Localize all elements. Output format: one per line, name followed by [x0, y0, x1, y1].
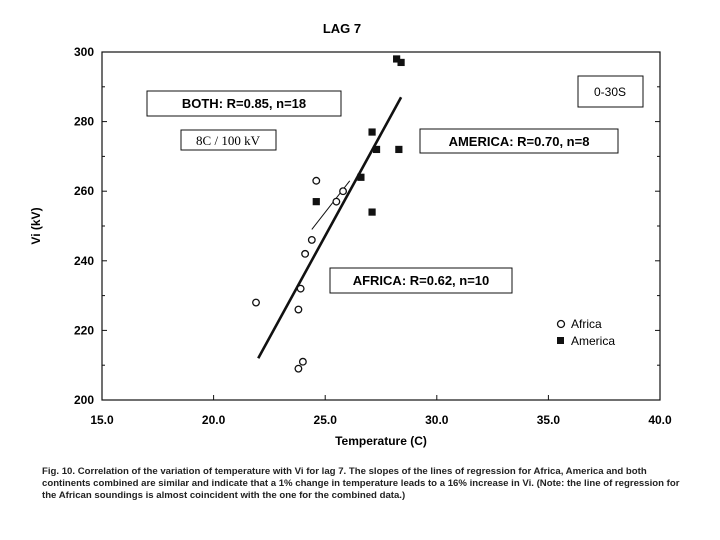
america-annotation: AMERICA: R=0.70, n=8: [448, 134, 590, 149]
africa-point: [309, 237, 316, 244]
america-point: [397, 59, 404, 66]
y-tick-label: 220: [73, 323, 94, 338]
america-point: [395, 146, 402, 153]
rate-annotation: 8C / 100 kV: [196, 133, 260, 148]
africa-point: [295, 306, 302, 313]
x-tick-label: 30.0: [425, 413, 449, 427]
africa-point: [302, 251, 309, 258]
regression-lines: [258, 97, 401, 358]
africa-annotation: AFRICA: R=0.62, n=10: [352, 273, 490, 288]
america-point: [357, 174, 364, 181]
africa-point: [333, 198, 340, 205]
legend-america-marker: [557, 337, 564, 344]
africa-point: [253, 299, 260, 306]
legend-africa-label: Africa: [571, 317, 602, 331]
y-tick-label: 260: [73, 184, 94, 199]
x-tick-label: 35.0: [536, 413, 561, 427]
legend-africa-marker: [558, 321, 565, 328]
figure-caption: Fig. 10. Correlation of the variation of temperature with Vi for lag 7. The slopes of the lines of regression for Africa, America and both continents combined are similar and indicate that a 1% change in temperature leads to a 16% increase in Vi. (Note: the line of regression for the African soundings is almost coincident with the one for the combined data.): [42, 466, 680, 502]
america-point: [368, 128, 375, 135]
africa-point: [340, 188, 347, 195]
legend: [557, 317, 615, 348]
regression-line-both: [258, 97, 401, 358]
africa-point: [297, 285, 304, 292]
africa-point: [313, 177, 320, 184]
y-axis-label: Vi (kV): [29, 207, 43, 245]
y-tick-label: 280: [73, 114, 94, 129]
america-point: [368, 208, 375, 215]
africa-point: [295, 365, 302, 372]
y-tick-label: 240: [73, 253, 94, 268]
y-tick-labels: [74, 45, 94, 407]
both-annotation: BOTH: R=0.85, n=18: [181, 96, 307, 111]
america-point: [313, 198, 320, 205]
x-tick-label: 15.0: [90, 413, 114, 427]
x-tick-label: 25.0: [313, 413, 337, 427]
x-axis-label: Temperature (C): [335, 434, 427, 448]
africa-point: [300, 358, 307, 365]
y-tick-label: 300: [73, 45, 94, 59]
chart-title: LAG 7: [322, 21, 362, 36]
america-point: [373, 146, 380, 153]
x-tick-labels: [90, 413, 672, 427]
latitude-annotation: 0-30S: [593, 85, 627, 99]
legend-america-label: America: [571, 334, 616, 348]
y-tick-label: 200: [73, 393, 94, 407]
x-tick-label: 40.0: [648, 413, 672, 427]
x-tick-label: 20.0: [201, 413, 226, 427]
